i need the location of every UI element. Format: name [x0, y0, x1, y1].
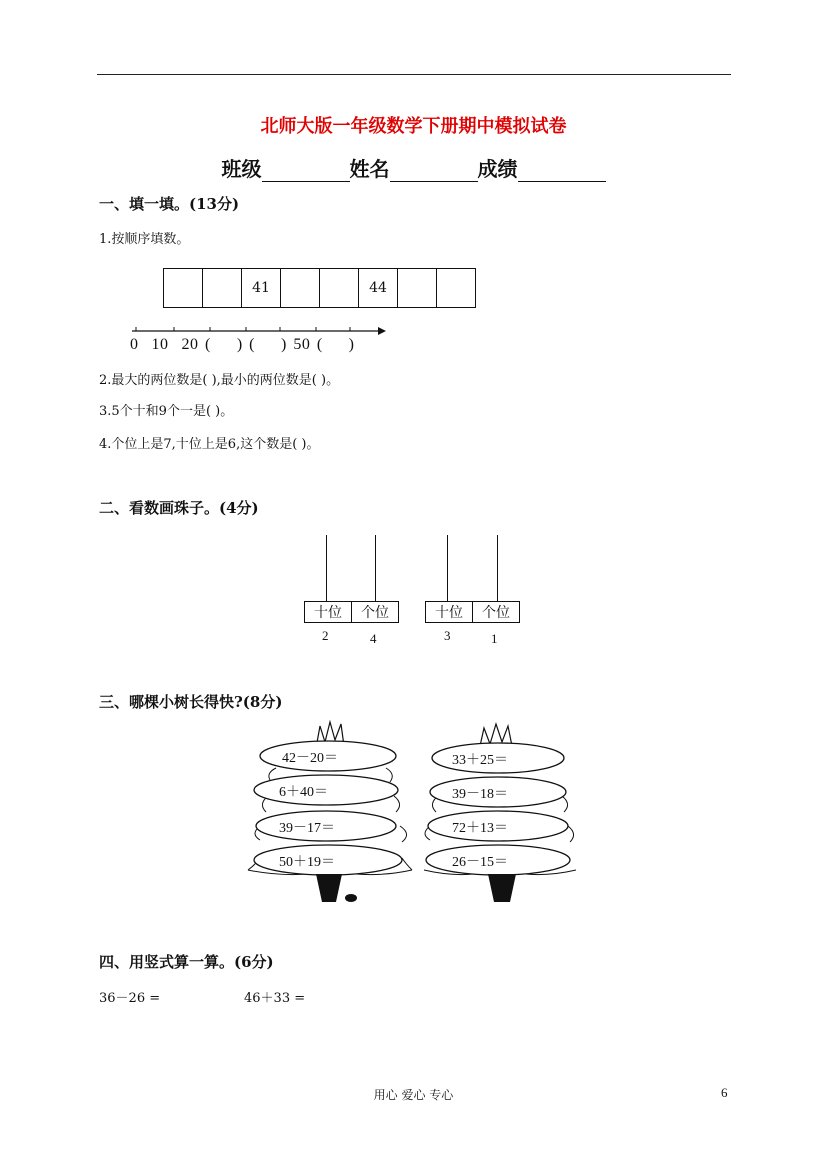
vertical-problem-1[interactable]: 36－26 = [99, 991, 161, 1006]
ones-label: 个位 [361, 605, 389, 621]
sequence-cell[interactable] [437, 269, 475, 307]
tree-1-equation[interactable]: 50＋19＝ [279, 855, 335, 870]
ones-rod[interactable] [375, 535, 376, 601]
question-1: 1.按顺序填数。 [99, 232, 190, 247]
sequence-cell: 44 [359, 269, 398, 307]
question-2: 2.最大的两位数是( ),最小的两位数是( )。 [99, 373, 340, 388]
student-info [0, 153, 827, 182]
footer-motto: 用心 爱心 专心 [373, 1088, 454, 1102]
place-value-table [304, 601, 399, 623]
tree-1-equation[interactable]: 39－17＝ [279, 821, 335, 836]
top-rule [97, 74, 731, 75]
section3-heading: 三、哪棵小树长得快?(8分) [99, 693, 283, 711]
tree-2-equation[interactable]: 72＋13＝ [452, 821, 508, 836]
tree-2-equation[interactable]: 39－18＝ [452, 787, 508, 802]
question-3: 3.5个十和9个一是( )。 [99, 404, 234, 419]
sequence-cell[interactable] [398, 269, 437, 307]
number-line-labels: 0 10 20 ( ) ( ) 50 ( ) [130, 336, 355, 353]
vertical-problem-2[interactable]: 46＋33 = [244, 991, 306, 1006]
ones-digit: 4 [370, 631, 377, 646]
tens-label: 十位 [426, 602, 473, 622]
tree-2-drawing [418, 718, 580, 908]
tree-2-equation[interactable]: 33＋25＝ [452, 753, 508, 768]
question-4: 4.个位上是7,十位上是6,这个数是( )。 [99, 437, 320, 452]
sequence-cell: 41 [242, 269, 281, 307]
page-number: 6 [721, 1085, 728, 1100]
tens-rod[interactable] [326, 535, 327, 601]
tree-1-equation[interactable]: 6＋40＝ [279, 785, 328, 800]
sequence-cell[interactable] [164, 269, 203, 307]
sequence-cell[interactable] [320, 269, 359, 307]
class-blank[interactable] [262, 159, 350, 182]
tens-label: 十位 [305, 602, 352, 622]
name-label: 姓名 [349, 157, 390, 181]
tree-1 [246, 718, 416, 908]
name-blank[interactable] [390, 159, 478, 182]
place-value-table [425, 601, 520, 623]
ones-rod[interactable] [497, 535, 498, 601]
tree-1-equation[interactable]: 42－20＝ [282, 751, 338, 766]
sequence-cell[interactable] [281, 269, 320, 307]
sequence-cell[interactable] [203, 269, 242, 307]
section1-heading: 一、填一填。(13分) [99, 195, 240, 213]
tens-digit: 3 [444, 628, 451, 643]
score-blank[interactable] [518, 159, 606, 182]
section2-heading: 二、看数画珠子。(4分) [99, 499, 259, 517]
score-label: 成绩 [477, 157, 518, 181]
section4-heading: 四、用竖式算一算。(6分) [99, 953, 274, 971]
tens-digit: 2 [322, 628, 329, 643]
ones-label: 个位 [482, 605, 510, 621]
page-title: 北师大版一年级数学下册期中模拟试卷 [260, 116, 567, 137]
ones-digit: 1 [491, 631, 498, 646]
class-label: 班级 [221, 157, 262, 181]
tens-rod[interactable] [447, 535, 448, 601]
tree-2-equation[interactable]: 26－15＝ [452, 855, 508, 870]
tree-2 [418, 718, 580, 908]
sequence-boxes [163, 268, 476, 308]
